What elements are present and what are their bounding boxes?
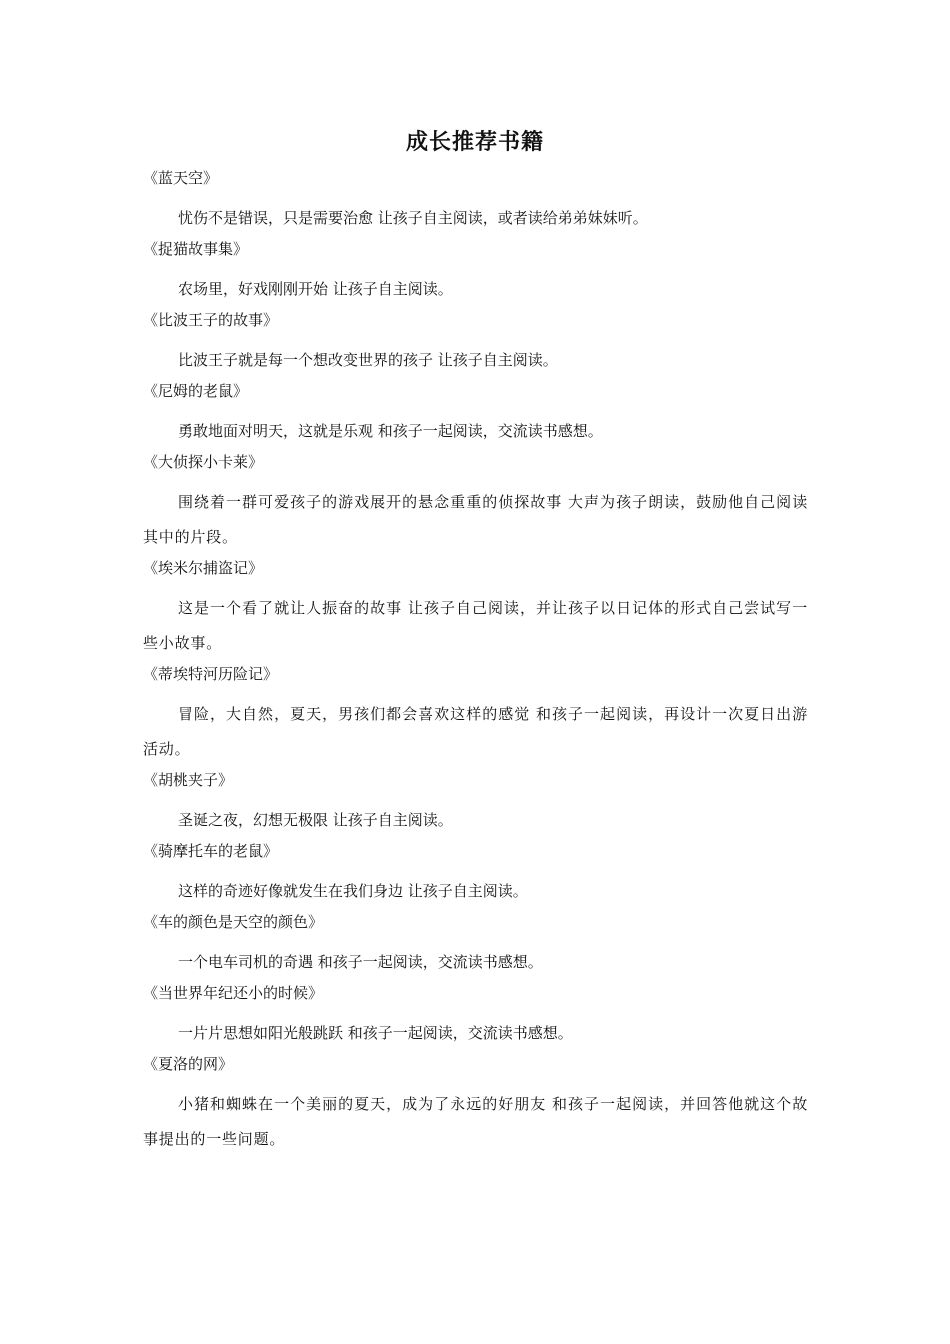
book-entry — [143, 237, 808, 307]
book-description: 圣诞之夜，幻想无极限 让孩子自主阅读。 — [178, 811, 453, 829]
book-title: 《比波王子的故事》 — [143, 311, 279, 329]
book-entry — [143, 450, 808, 555]
book-entry — [143, 981, 808, 1051]
book-description: 勇敢地面对明天，这就是乐观 和孩子一起阅读，交流读书感想。 — [178, 422, 603, 440]
book-description: 比波王子就是每一个想改变世界的孩子 让孩子自主阅读。 — [178, 351, 558, 369]
book-description: 这是一个看了就让人振奋的故事 让孩子自己阅读，并让孩子以日记体的形式自己尝试写一些小故事。 — [143, 599, 808, 652]
book-title: 《车的颜色是天空的颜色》 — [143, 913, 324, 931]
book-entry — [143, 910, 808, 980]
book-entry — [143, 662, 808, 767]
book-title: 《蓝天空》 — [143, 169, 219, 187]
book-entry — [143, 839, 808, 909]
book-title: 《胡桃夹子》 — [143, 771, 234, 789]
book-entry — [143, 379, 808, 449]
book-title: 《蒂埃特河历险记》 — [143, 665, 279, 683]
book-description: 农场里，好戏刚刚开始 让孩子自主阅读。 — [178, 280, 453, 298]
book-description: 一片片思想如阳光般跳跃 和孩子一起阅读，交流读书感想。 — [178, 1024, 573, 1042]
book-title: 《埃米尔捕盗记》 — [143, 559, 264, 577]
page-title: 成长推荐书籍 — [405, 129, 544, 155]
book-description: 忧伤不是错误，只是需要治愈 让孩子自主阅读，或者读给弟弟妹妹听。 — [178, 209, 648, 227]
book-description: 冒险，大自然，夏天，男孩们都会喜欢这样的感觉 和孩子一起阅读，再设计一次夏日出游活动。 — [143, 705, 808, 758]
book-title: 《夏洛的网》 — [143, 1055, 234, 1073]
book-title: 《骑摩托车的老鼠》 — [143, 842, 279, 860]
book-description: 围绕着一群可爱孩子的游戏展开的悬念重重的侦探故事 大声为孩子朗读，鼓励他自己阅读其中的片段。 — [143, 493, 808, 546]
book-entry — [143, 768, 808, 838]
book-title: 《当世界年纪还小的时候》 — [143, 984, 324, 1002]
book-title: 《大侦探小卡莱》 — [143, 453, 264, 471]
book-entry — [143, 556, 808, 661]
book-list — [143, 166, 808, 1158]
book-title: 《捉猫故事集》 — [143, 240, 249, 258]
book-description: 一个电车司机的奇遇 和孩子一起阅读，交流读书感想。 — [178, 953, 543, 971]
book-description: 这样的奇迹好像就发生在我们身边 让孩子自主阅读。 — [178, 882, 528, 900]
book-entry — [143, 308, 808, 378]
book-entry — [143, 166, 808, 236]
book-entry — [143, 1052, 808, 1157]
book-description: 小猪和蜘蛛在一个美丽的夏天，成为了永远的好朋友 和孩子一起阅读，并回答他就这个故事提出的一些问题。 — [143, 1095, 808, 1148]
book-title: 《尼姆的老鼠》 — [143, 382, 249, 400]
